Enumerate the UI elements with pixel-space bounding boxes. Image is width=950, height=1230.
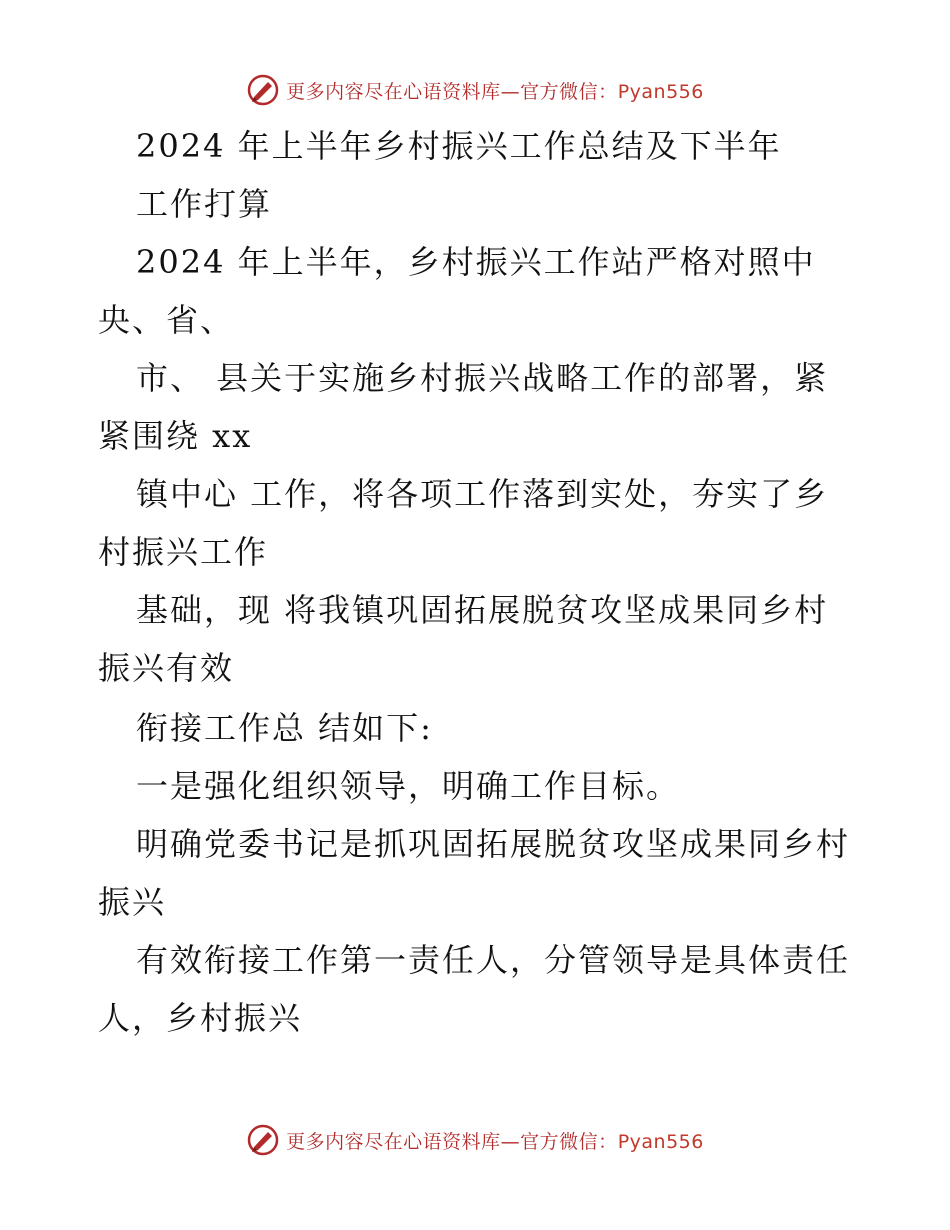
header-banner	[0, 70, 950, 110]
doc-line: 村振兴工作	[98, 533, 269, 571]
doc-title-line-2: 工作打算	[136, 185, 273, 223]
footer-banner-suffix: 官方微信：	[520, 1130, 618, 1153]
doc-line: 央、省、	[98, 301, 235, 339]
footer-banner-dash: —	[500, 1130, 521, 1153]
header-banner-text	[286, 77, 704, 104]
footer-banner-title: 更多内容尽在心语资料库	[286, 1130, 501, 1153]
doc-line: 市、 县关于实施乡村振兴战略工作的部署，紧	[136, 359, 829, 397]
header-banner-dash: —	[500, 80, 521, 103]
doc-line: 镇中心 工作，将各项工作落到实处，夯实了乡	[136, 475, 829, 513]
footer-banner-wechat: Pyan556	[617, 1130, 704, 1153]
doc-line: 衔接工作总 结如下:	[136, 709, 433, 747]
doc-line: 有效衔接工作第一责任人，分管领导是具体责任	[136, 941, 851, 979]
doc-line: 2024 年上半年，乡村振兴工作站严格对照中	[136, 243, 816, 281]
doc-line: 明确党委书记是抓巩固拓展脱贫攻坚成果同乡村	[136, 825, 851, 863]
header-banner-title: 更多内容尽在心语资料库	[286, 80, 501, 103]
doc-title-line-1: 2024 年上半年乡村振兴工作总结及下半年	[136, 127, 782, 165]
footer-banner-text	[286, 1127, 704, 1154]
doc-line: 振兴有效	[98, 649, 235, 687]
doc-line: 振兴	[98, 883, 167, 921]
doc-line: 一是强化组织领导，明确工作目标。	[136, 767, 681, 805]
doc-line: 基础，现 将我镇巩固拓展脱贫攻坚成果同乡村	[136, 591, 829, 629]
doc-line: 人，乡村振兴	[98, 999, 303, 1037]
header-banner-wechat: Pyan556	[617, 80, 704, 103]
pen-logo-icon	[246, 1123, 280, 1157]
doc-line: 紧围绕 xx	[98, 417, 253, 455]
pen-logo-icon	[246, 73, 280, 107]
header-banner-suffix: 官方微信：	[520, 80, 618, 103]
footer-banner	[0, 1120, 950, 1160]
